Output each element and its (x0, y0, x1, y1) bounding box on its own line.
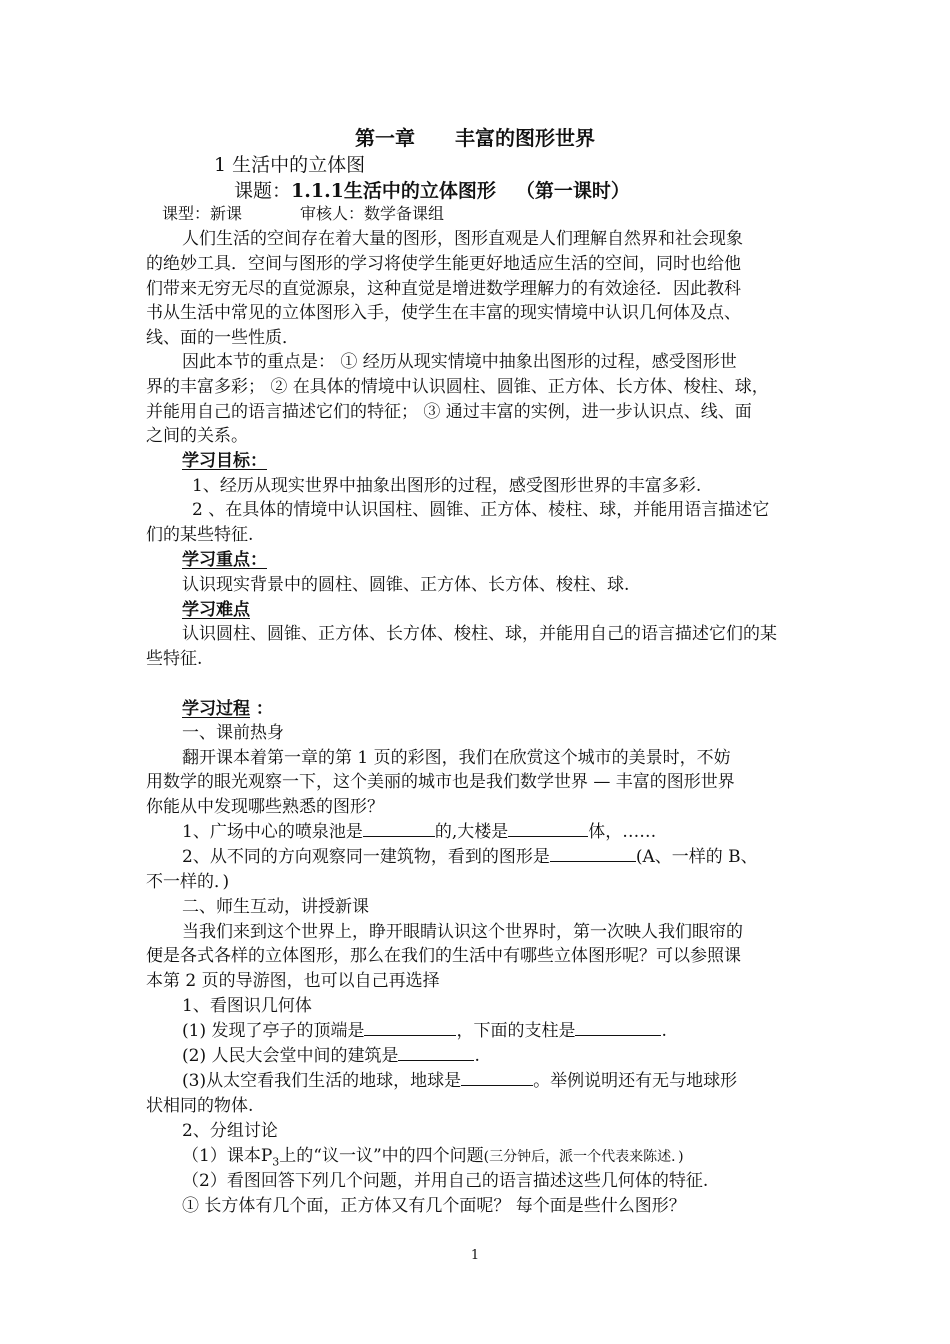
lesson-title (234, 176, 630, 203)
intro-line: 书从生活中常见的立体图形入手，使学生在丰富的现实情境中认识几何体及点、 (146, 303, 741, 323)
point-1: (1) 发现了亭子的顶端是 ，下面的支柱是 . (182, 1021, 667, 1041)
meta-reviewer: 审核人：数学备课组 (300, 204, 445, 223)
section-title: 1 生活中的立体图 (214, 154, 366, 176)
interact-line: 当我们来到这个世界上，睁开眼睛认识这个世界时，第一次映人我们眼帘的 (182, 922, 743, 942)
goal-line: 1、经历从现实世界中抽象出图形的过程，感受图形世界的丰富多彩. (192, 476, 702, 496)
answer-blank[interactable] (550, 845, 636, 862)
page-number: 1 (470, 1248, 480, 1263)
group-item-1: （1）课本$P_3$上的“议一议”中的四个问题(三分钟后，派一个代表来陈述．) (182, 1146, 684, 1169)
goal-line: 们的某些特征. (146, 525, 254, 545)
answer-blank[interactable] (508, 820, 588, 837)
warmup-line: 用数学的眼光观察一下，这个美丽的城市也是我们数学世界 — 丰富的图形世界 (146, 772, 735, 792)
lesson-prefix: 课题： (234, 180, 292, 202)
answer-blank[interactable] (575, 1019, 661, 1036)
meta-type: 课型：新课 (162, 204, 243, 223)
focus-line: 并能用自己的语言描述它们的特征； ③ 通过丰富的实例，进一步认识点、线、面 (146, 402, 752, 422)
interact-line: 便是各式各样的立体图形，那么在我们的生活中有哪些立体图形呢？可以参照课 (146, 946, 741, 966)
warmup-line: 翻开课本着第一章的第 1 页的彩图，我们在欣赏这个城市的美景时，不妨 (182, 748, 731, 768)
warmup-heading: 一、课前热身 (182, 723, 284, 743)
focus-line: 因此本节的重点是： ① 经历从现实情境中抽象出图形的过程，感受图形世 (182, 352, 737, 372)
chapter-title: 第一章 丰富的图形世界 (355, 126, 595, 150)
interact-heading: 二、师生互动，讲授新课 (182, 897, 369, 917)
warmup-line: 你能从中发现哪些熟悉的图形？ (146, 797, 384, 817)
question-1: 1、广场中心的喷泉池是 的,大楼是 体，…… (182, 822, 657, 842)
process-heading: 学习过程 ： (182, 699, 273, 719)
difficulty-heading: 学习难点 (182, 600, 250, 620)
interact-line: 本第 2 页的导游图，也可以自己再选择 (146, 971, 440, 991)
question-2-cont: 不一样的．) (146, 872, 230, 892)
group-heading: 2、分组讨论 (182, 1121, 278, 1141)
process-heading-text: 学习过程 (182, 699, 250, 719)
difficulty-line: 些特征. (146, 649, 203, 669)
intro-line: 线、面的一些性质． (146, 328, 299, 348)
lesson-period: （第一课时） (515, 180, 630, 202)
point-3-cont: 状相同的物体. (146, 1096, 254, 1116)
answer-blank[interactable] (461, 1069, 533, 1086)
meta-line (162, 202, 444, 226)
intro-line: 们带来无穷无尽的直觉源泉，这种直觉是增进数学理解力的有效途径．因此教科 (146, 279, 741, 299)
intro-line: 人们生活的空间存在着大量的图形，图形直观是人们理解自然界和社会现象 (182, 229, 743, 249)
group-item-3: ① 长方体有几个面，正方体又有几个面呢？ 每个面是些什么图形？ (182, 1196, 686, 1216)
key-text: 认识现实背景中的圆柱、圆锥、正方体、长方体、梭柱、球. (182, 575, 630, 595)
intro-line: 的绝妙工具．空间与图形的学习将使学生能更好地适应生活的空间，同时也给他 (146, 254, 741, 274)
focus-line: 界的丰富多彩； ② 在具体的情境中认识圆柱、圆锥、正方体、长方体、梭柱、球， (146, 377, 769, 397)
answer-blank[interactable] (398, 1044, 474, 1061)
look-heading: 1、看图识几何体 (182, 996, 312, 1016)
answer-blank[interactable] (363, 820, 435, 837)
focus-line: 之间的关系。 (146, 426, 248, 446)
group-item-2: （2）看图回答下列几个问题，并用自己的语言描述这些几何体的特征. (182, 1171, 709, 1191)
question-2: 2、从不同的方向观察同一建筑物，看到的图形是 (A、一样的 B、 (182, 847, 758, 867)
point-2: (2) 人民大会堂中间的建筑是 . (182, 1046, 480, 1066)
point-3: (3)从太空看我们生活的地球，地球是 。举例说明还有无与地球形 (182, 1071, 738, 1091)
key-heading: 学习重点： (182, 550, 267, 570)
goals-heading: 学习目标： (182, 451, 267, 471)
difficulty-line: 认识圆柱、圆锥、正方体、长方体、梭柱、球，并能用自己的语言描述它们的某 (182, 624, 777, 644)
answer-blank[interactable] (364, 1019, 456, 1036)
lesson-name: 1.1.1生活中的立体图形 (291, 180, 496, 202)
goal-line: 2 、在具体的情境中认识国柱、圆锥、正方体、棱柱、球，并能用语言描述它 (192, 500, 770, 520)
